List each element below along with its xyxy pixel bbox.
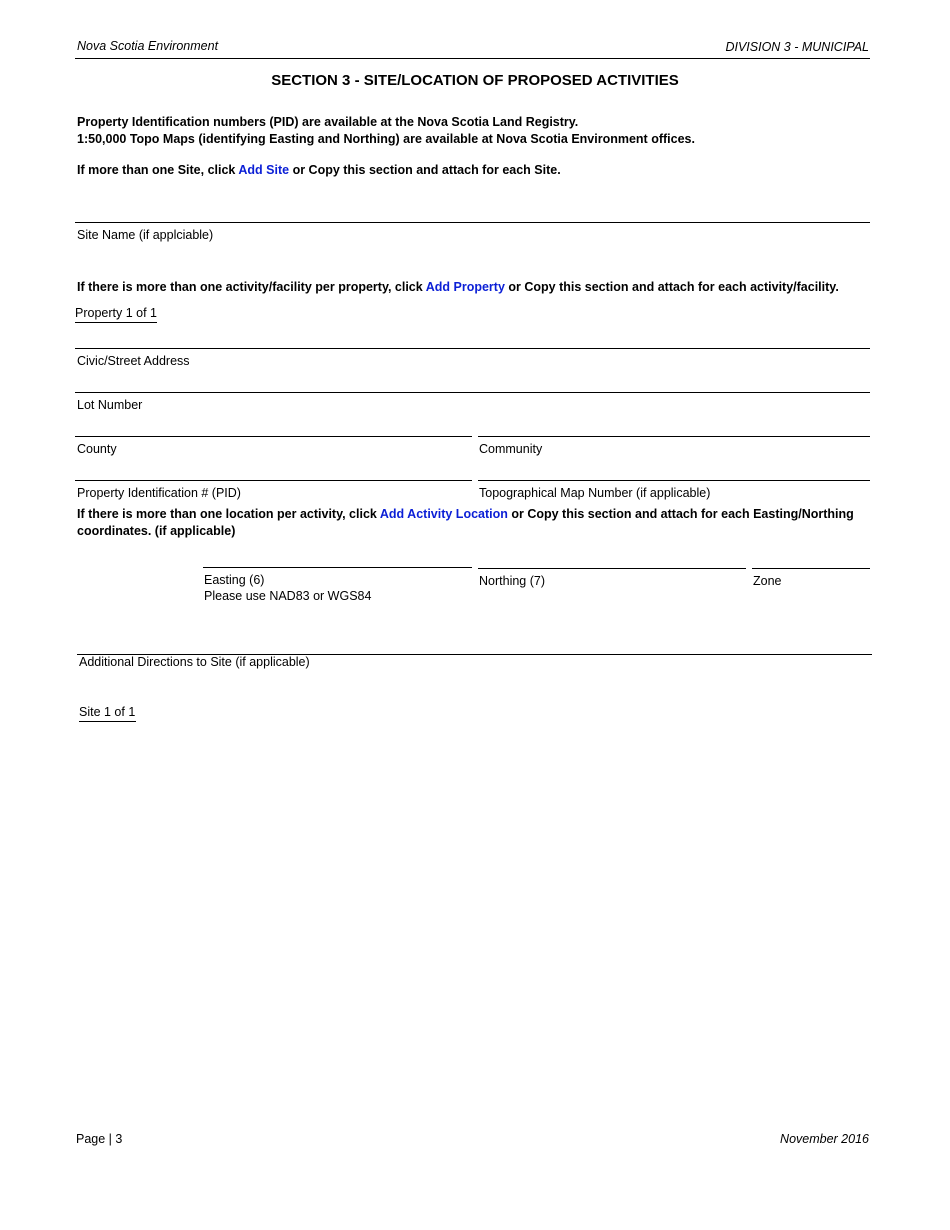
easting-label: Easting (6) (204, 573, 265, 587)
civic-address-label: Civic/Street Address (77, 354, 190, 368)
header-divider (75, 58, 870, 59)
easting-note: Please use NAD83 or WGS84 (204, 589, 372, 603)
footer-date: November 2016 (780, 1132, 869, 1146)
topo-map-field[interactable] (478, 480, 870, 481)
add-activity-location-link[interactable]: Add Activity Location (379, 507, 508, 521)
additional-directions-label: Additional Directions to Site (if applicable) (79, 655, 310, 669)
site-instruction-after: or Copy this section and attach for each Site. (289, 163, 561, 177)
site-instruction (77, 163, 561, 177)
zone-field[interactable] (752, 568, 870, 569)
property-instruction-after: or Copy this section and attach for each activity/facility. (504, 280, 839, 294)
community-label: Community (479, 442, 543, 456)
footer-page (76, 1132, 122, 1146)
civic-address-field[interactable] (75, 348, 870, 349)
header-division: DIVISION 3 - MUNICIPAL (725, 40, 869, 54)
northing-field[interactable] (478, 568, 746, 569)
lot-number-field[interactable] (75, 392, 870, 393)
location-instruction-after: or Copy this section and attach for each Easting/Northing (507, 507, 854, 521)
zone-label: Zone (753, 574, 782, 588)
property-counter: Property 1 of 1 (75, 306, 157, 323)
county-field[interactable] (75, 436, 472, 437)
footer-page-number: 3 (115, 1132, 123, 1146)
footer-page-prefix: Page | (76, 1132, 116, 1146)
site-name-field[interactable] (75, 222, 870, 223)
add-property-link[interactable]: Add Property (425, 280, 505, 294)
pid-field[interactable] (75, 480, 472, 481)
property-instruction-before: If there is more than one activity/facility per property, click (77, 280, 426, 294)
add-site-link[interactable]: Add Site (238, 163, 290, 177)
site-name-label: Site Name (if applciable) (77, 228, 214, 242)
location-instruction (77, 507, 854, 521)
intro-line-2: 1:50,000 Topo Maps (identifying Easting and Northing) are available at Nova Scotia Environment offices. (77, 132, 695, 146)
northing-label: Northing (7) (479, 574, 545, 588)
intro-line-1: Property Identification numbers (PID) are available at the Nova Scotia Land Registry. (77, 115, 579, 129)
easting-field[interactable] (203, 567, 472, 568)
location-instruction-before: If there is more than one location per activity, click (77, 507, 380, 521)
location-instruction-line-2: coordinates. (if applicable) (77, 524, 236, 538)
site-instruction-before: If more than one Site, click (77, 163, 239, 177)
site-counter: Site 1 of 1 (79, 705, 136, 722)
page-title: SECTION 3 - SITE/LOCATION OF PROPOSED ACTIVITIES (271, 72, 679, 89)
pid-label: Property Identification # (PID) (77, 486, 241, 500)
topo-map-label: Topographical Map Number (if applicable) (479, 486, 711, 500)
community-field[interactable] (478, 436, 870, 437)
lot-number-label: Lot Number (77, 398, 143, 412)
header-org: Nova Scotia Environment (77, 39, 219, 53)
county-label: County (77, 442, 117, 456)
property-instruction (77, 280, 839, 294)
